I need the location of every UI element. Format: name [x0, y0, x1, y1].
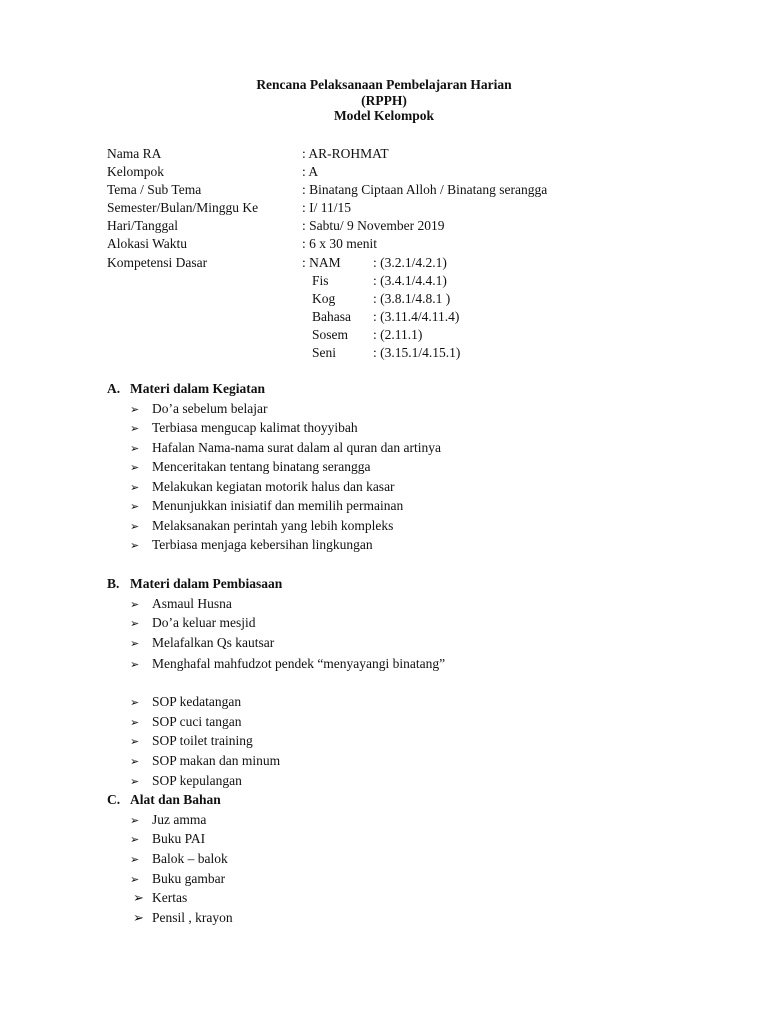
list-item-text: Juz amma: [152, 812, 207, 827]
arrow-bullet-icon: ➢: [130, 500, 140, 513]
list-item: [130, 498, 403, 514]
arrow-bullet-icon: ➢: [130, 735, 140, 748]
list-item-text: Balok – balok: [152, 851, 228, 866]
arrow-bullet-icon: ➢: [130, 520, 140, 533]
list-item-text: Melakukan kegiatan motorik halus dan kasar: [152, 479, 395, 494]
list-item: [130, 656, 445, 672]
info-value: : AR-ROHMAT: [302, 146, 389, 161]
arrow-bullet-icon: ➢: [130, 598, 140, 611]
section-letter: A.: [107, 381, 121, 396]
doc-title: Rencana Pelaksanaan Pembelajaran Harian: [256, 77, 512, 92]
list-item: [130, 753, 280, 769]
info-value: : 6 x 30 menit: [302, 236, 377, 251]
doc-model: Model Kelompok: [333, 108, 435, 123]
list-item: [133, 890, 187, 906]
list-item: [130, 851, 228, 867]
list-item: [130, 479, 395, 495]
arrow-bullet-icon: ➢: [130, 833, 140, 846]
kompetensi-code: : (2.11.1): [373, 327, 423, 342]
list-item: [130, 420, 358, 436]
kompetensi-name: Kog: [312, 291, 336, 306]
list-item: [130, 440, 441, 456]
info-value: : A: [302, 164, 319, 179]
kompetensi-name: Sosem: [312, 327, 349, 342]
info-label: Semester/Bulan/Minggu Ke: [107, 200, 259, 215]
list-item-text: SOP cuci tangan: [152, 714, 242, 729]
info-label: Kompetensi Dasar: [107, 255, 208, 270]
info-value: : Sabtu/ 9 November 2019: [302, 218, 445, 233]
kompetensi-name: Seni: [312, 345, 337, 360]
section-a-heading: [107, 381, 265, 397]
list-item: [130, 401, 267, 417]
arrow-bullet-icon: ➢: [130, 403, 140, 416]
arrow-bullet-icon: ➢: [130, 716, 140, 729]
list-item: [130, 714, 241, 730]
list-item-text: SOP kedatangan: [152, 694, 242, 709]
kompetensi-code: : (3.4.1/4.4.1): [373, 273, 447, 288]
list-item-text: Pensil , krayon: [152, 910, 233, 925]
info-label: Kelompok: [107, 164, 164, 179]
list-item: [130, 459, 371, 475]
arrow-bullet-icon: ➢: [130, 658, 140, 671]
section-b-heading: [107, 576, 282, 592]
list-item-text: Terbiasa mengucap kalimat thoyyibah: [152, 420, 358, 435]
arrow-bullet-icon: ➢: [130, 637, 140, 650]
kompetensi-name: Bahasa: [312, 309, 351, 324]
list-item: [130, 596, 232, 612]
kompetensi-code: : (3.15.1/4.15.1): [373, 345, 461, 360]
list-item: [130, 518, 393, 534]
list-item-text: Melafalkan Qs kautsar: [152, 635, 275, 650]
list-item-text: Melaksanakan perintah yang lebih kompleks: [152, 518, 394, 533]
arrow-bullet-icon: ➢: [130, 481, 140, 494]
list-item: [130, 812, 206, 828]
kompetensi-name: Fis: [312, 273, 329, 288]
doc-subtitle: (RPPH): [361, 93, 407, 108]
arrow-bullet-icon: ➢: [130, 461, 140, 474]
list-item-text: Do’a sebelum belajar: [152, 401, 268, 416]
list-item-text: Do’a keluar mesjid: [152, 615, 256, 630]
list-item-text: Buku gambar: [152, 871, 226, 886]
arrow-bullet-icon: ➢: [130, 814, 140, 827]
section-letter: C.: [107, 792, 121, 807]
list-item: [130, 615, 255, 631]
kompetensi-code: : (3.8.1/4.8.1 ): [373, 291, 451, 306]
list-item: [130, 871, 225, 887]
list-item-text: Menceritakan tentang binatang serangga: [152, 459, 371, 474]
list-item-text: SOP kepulangan: [152, 773, 242, 788]
list-item: [133, 910, 233, 926]
info-label: Hari/Tanggal: [107, 218, 179, 233]
section-title: Alat dan Bahan: [130, 792, 221, 807]
info-label: Tema / Sub Tema: [107, 182, 202, 197]
arrow-bullet-icon: ➢: [133, 911, 144, 926]
arrow-bullet-icon: ➢: [130, 873, 140, 886]
section-c-heading: [107, 792, 221, 808]
arrow-bullet-icon: ➢: [130, 853, 140, 866]
list-item-text: SOP makan dan minum: [152, 753, 281, 768]
list-item: [130, 733, 253, 749]
list-item: [130, 773, 242, 789]
arrow-bullet-icon: ➢: [130, 775, 140, 788]
arrow-bullet-icon: ➢: [130, 422, 140, 435]
list-item-text: Menghafal mahfudzot pendek “menyayangi binatang”: [152, 656, 446, 671]
info-label: Nama RA: [107, 146, 162, 161]
list-item-text: Menunjukkan inisiatif dan memilih permainan: [152, 498, 404, 513]
arrow-bullet-icon: ➢: [130, 755, 140, 768]
list-item: [130, 694, 241, 710]
arrow-bullet-icon: ➢: [130, 696, 140, 709]
section-title: Materi dalam Pembiasaan: [130, 576, 283, 591]
arrow-bullet-icon: ➢: [130, 539, 140, 552]
section-letter: B.: [107, 576, 120, 591]
list-item-text: Buku PAI: [152, 831, 206, 846]
list-item-text: SOP toilet training: [152, 733, 253, 748]
list-item-text: Terbiasa menjaga kebersihan lingkungan: [152, 537, 373, 552]
kompetensi-code: : (3.2.1/4.2.1): [373, 255, 447, 270]
info-value: : NAM: [302, 255, 341, 270]
arrow-bullet-icon: ➢: [133, 891, 144, 906]
arrow-bullet-icon: ➢: [130, 442, 140, 455]
list-item-text: Hafalan Nama-nama surat dalam al quran dan artinya: [152, 440, 441, 455]
arrow-bullet-icon: ➢: [130, 617, 140, 630]
info-label: Alokasi Waktu: [107, 236, 188, 251]
list-item-text: Asmaul Husna: [152, 596, 232, 611]
kompetensi-code: : (3.11.4/4.11.4): [373, 309, 460, 324]
list-item: [130, 831, 205, 847]
list-item-text: Kertas: [152, 890, 188, 905]
list-item: [130, 635, 274, 651]
list-item: [130, 537, 373, 553]
info-value: : I/ 11/15: [302, 200, 351, 215]
section-title: Materi dalam Kegiatan: [130, 381, 265, 396]
info-value: : Binatang Ciptaan Alloh / Binatang serangga: [302, 182, 548, 197]
